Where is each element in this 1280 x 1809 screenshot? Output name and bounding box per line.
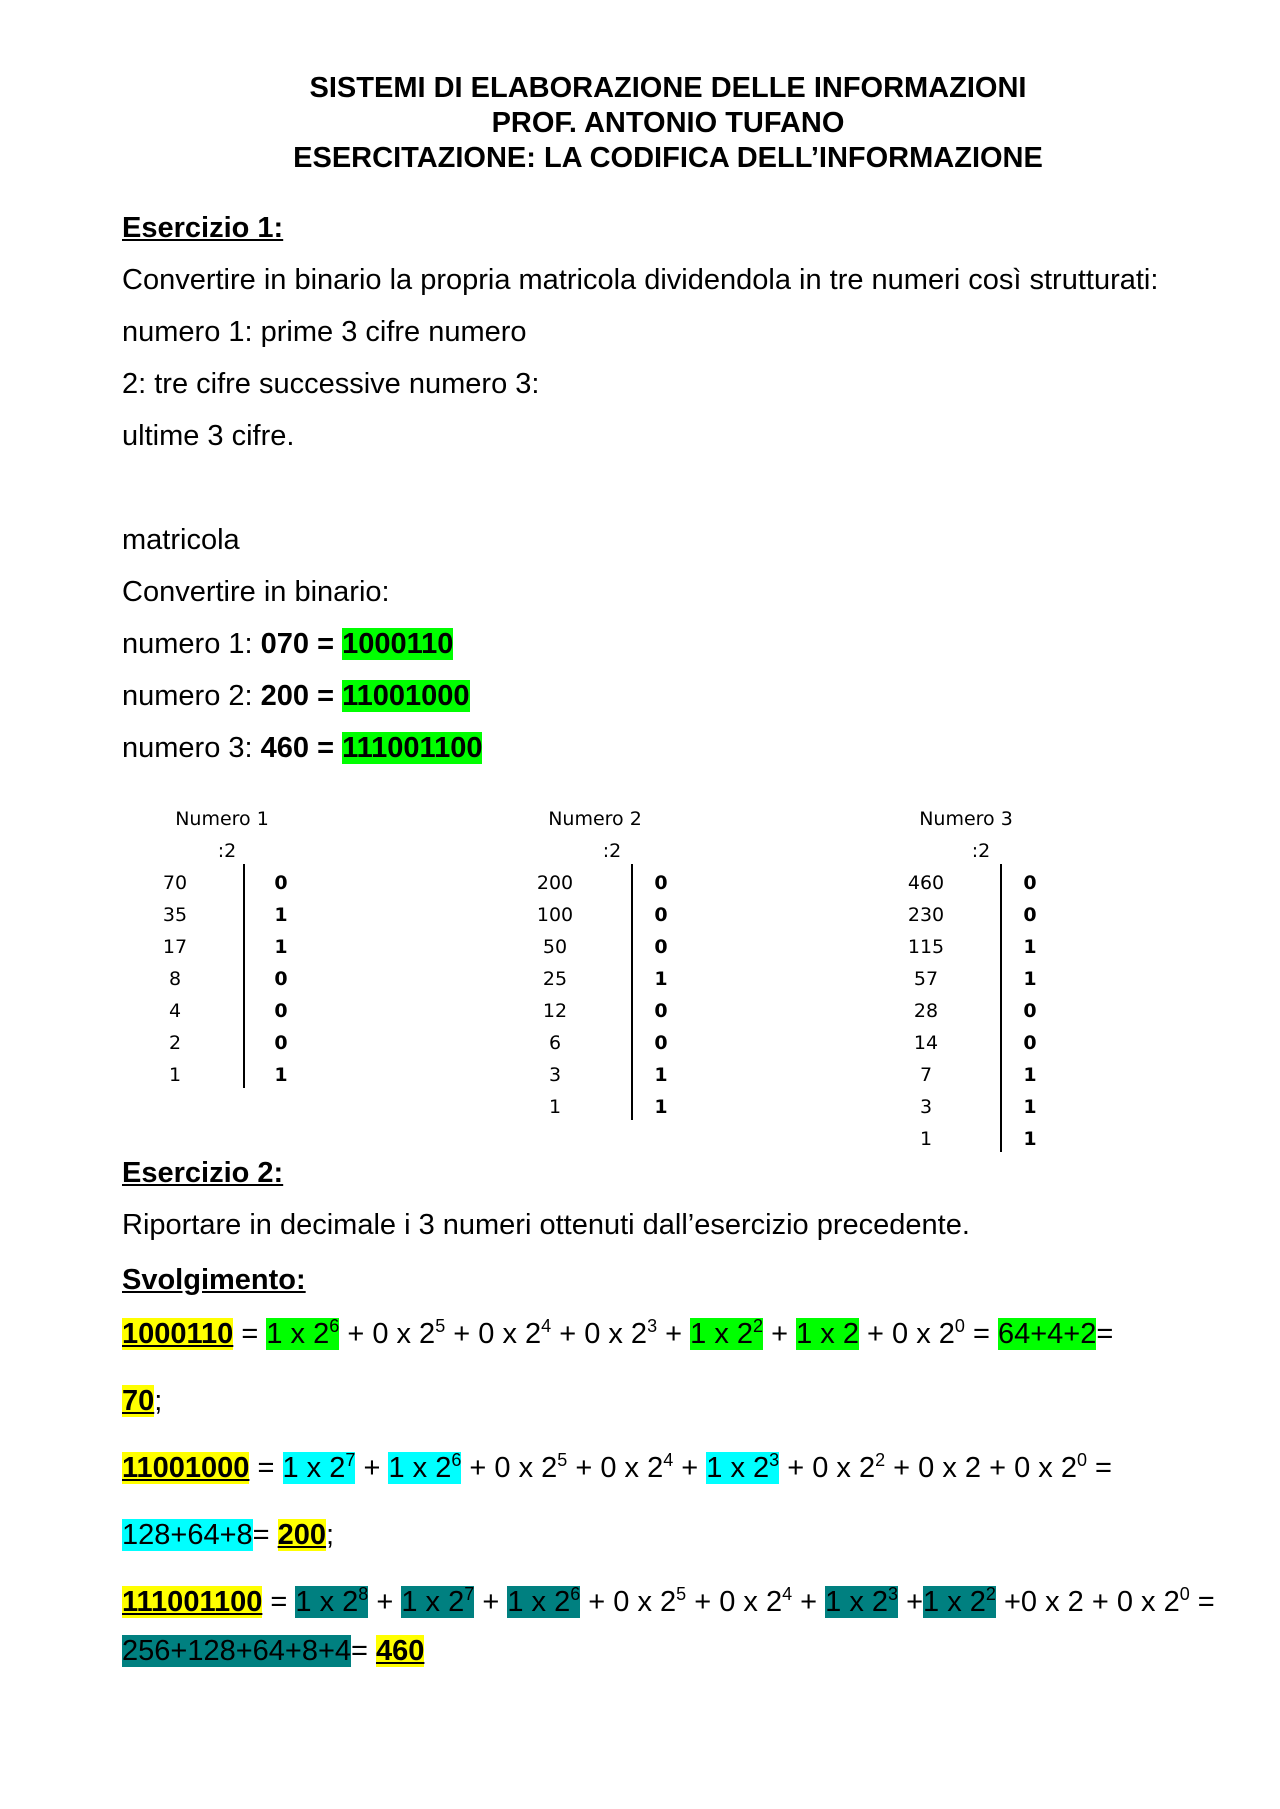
table-bit: 1 [1023,1096,1037,1118]
table-bit: 1 [1023,968,1037,990]
doc-title-line1: SISTEMI DI ELABORAZIONE DELLE INFORMAZIONI [309,72,1027,104]
exercise1-text-line1: Convertire in binario la propria matricola dividendola in tre numeri così strutturati: [122,264,1159,296]
table-num: 7 [919,1064,933,1086]
table-bit: 0 [654,1000,668,1022]
table-bit: 0 [274,1000,288,1022]
table-num: 3 [919,1096,933,1118]
table-num: 57 [913,968,939,990]
table-bit: 1 [274,936,288,958]
sum-2: 128+64+8 [122,1519,253,1551]
result-row [122,678,470,714]
table-bit: 1 [654,1096,668,1118]
table-bit: 0 [1023,1032,1037,1054]
exercise2-heading: Esercizio 2: [122,1157,284,1189]
result-binary: 1000110 [342,628,454,660]
table-bit: 0 [654,1032,668,1054]
binary-number-1: 1000110 [122,1318,234,1350]
table-divider [631,864,633,1120]
sum-1: 64+4+2 [997,1318,1097,1350]
table-bit: 1 [1023,1064,1037,1086]
table-title: Numero 2 [548,808,642,830]
table-num: 35 [162,904,188,926]
table-num: 200 [536,872,574,894]
conversion-result-3: 256+128+64+8+4= 460 [122,1635,425,1667]
table-title: Numero 3 [919,808,1013,830]
decimal-result-1: 70 [122,1385,155,1417]
conversion-result-1: 70; [122,1385,163,1417]
table-bit: 1 [1023,936,1037,958]
table-bit: 0 [274,1032,288,1054]
table-bit: 0 [274,968,288,990]
result-binary: 11001000 [342,680,470,712]
table-divider [243,864,245,1088]
table-num: 12 [542,1000,568,1022]
table-bit: 0 [1023,1000,1037,1022]
table-num: 1 [168,1064,182,1086]
table-num: 14 [913,1032,939,1054]
sum-3: 256+128+64+8+4 [122,1635,352,1667]
table-bit: 1 [654,1064,668,1086]
table-num: 50 [542,936,568,958]
table-num: 1 [548,1096,562,1118]
table-bit: 1 [274,1064,288,1086]
result-label: numero 1: [122,628,261,660]
result-decimal: 070 = [260,628,335,660]
table-num: 8 [168,968,182,990]
exercise1-text-line2: numero 1: prime 3 cifre numero [122,316,527,348]
table-bit: 0 [1023,904,1037,926]
table-bit: 1 [274,904,288,926]
binary-number-3: 111001100 [122,1586,263,1618]
table-num: 3 [548,1064,562,1086]
exercise2-text: Riportare in decimale i 3 numeri ottenuti dall’esercizio precedente. [122,1209,970,1241]
table-bit: 0 [654,936,668,958]
result-label: numero 3: [122,732,261,764]
table-divisor: :2 [602,840,622,862]
exercise1-heading: Esercizio 1: [122,212,284,244]
result-label: numero 2: [122,680,261,712]
conversion-line-2: 11001000 = 1 x $2^7 + 1$ x $2^6 + 0$ x $2^5 + 0$ x $2^4 + 1$ x $2^3 + 0$ x $2^2 + 0$ x 2 + 0 x $2^0$ = [122,1450,1112,1484]
result-binary: 111001100 [342,732,483,764]
table-bit: 0 [654,872,668,894]
exercise1-text-line4: ultime 3 cifre. [122,420,295,452]
binary-number-2: 11001000 [122,1452,250,1484]
convert-label: Convertire in binario: [122,576,390,608]
table-bit: 1 [1023,1128,1037,1150]
decimal-result-3: 460 [376,1635,425,1667]
conversion-result-2: 128+64+8= 200; [122,1519,335,1551]
table-num: 2 [168,1032,182,1054]
doc-title-line3: ESERCITAZIONE: LA CODIFICA DELL’INFORMAZIONE [293,142,1043,174]
table-num: 28 [913,1000,939,1022]
table-divisor: :2 [217,840,237,862]
conversion-line-1: 1000110 = 1 x $2^6 + 0$ x $2^5 + 0$ x $2^4 + 0$ x $2^3 + 1$ x $2^2 + 1$ x 2 + 0 x $2^0 = 64+4+2=$ [122,1316,1114,1350]
matricola-label: matricola [122,524,240,556]
table-num: 25 [542,968,568,990]
table-title: Numero 1 [175,808,269,830]
exercise1-text-line3: 2: tre cifre successive numero 3: [122,368,540,400]
table-num: 115 [907,936,945,958]
result-decimal: 460 = [260,732,335,764]
svolgimento-heading: Svolgimento: [122,1264,306,1296]
table-bit: 1 [654,968,668,990]
table-divisor: :2 [971,840,991,862]
table-divider [1000,864,1002,1152]
table-num: 6 [548,1032,562,1054]
table-num: 100 [536,904,574,926]
result-row [122,626,453,662]
table-num: 230 [907,904,945,926]
table-bit: 0 [274,872,288,894]
table-num: 17 [162,936,188,958]
doc-title-line2: PROF. ANTONIO TUFANO [491,107,845,139]
table-num: 460 [907,872,945,894]
table-num: 70 [162,872,188,894]
conversion-line-3: 111001100 = 1 x $2^8 + 1$ x $2^7 + 1$ x $2^6 + 0$ x $2^5 + 0$ x $2^4 + 1$ x $2^3 +1$ x $2^2 +0$ x 2 + 0 x $2^0$ = [122,1584,1215,1618]
result-row [122,730,482,766]
table-bit: 0 [1023,872,1037,894]
table-bit: 0 [654,904,668,926]
decimal-result-2: 200 [277,1519,327,1551]
result-decimal: 200 = [260,680,335,712]
table-num: 1 [919,1128,933,1150]
table-num: 4 [168,1000,182,1022]
